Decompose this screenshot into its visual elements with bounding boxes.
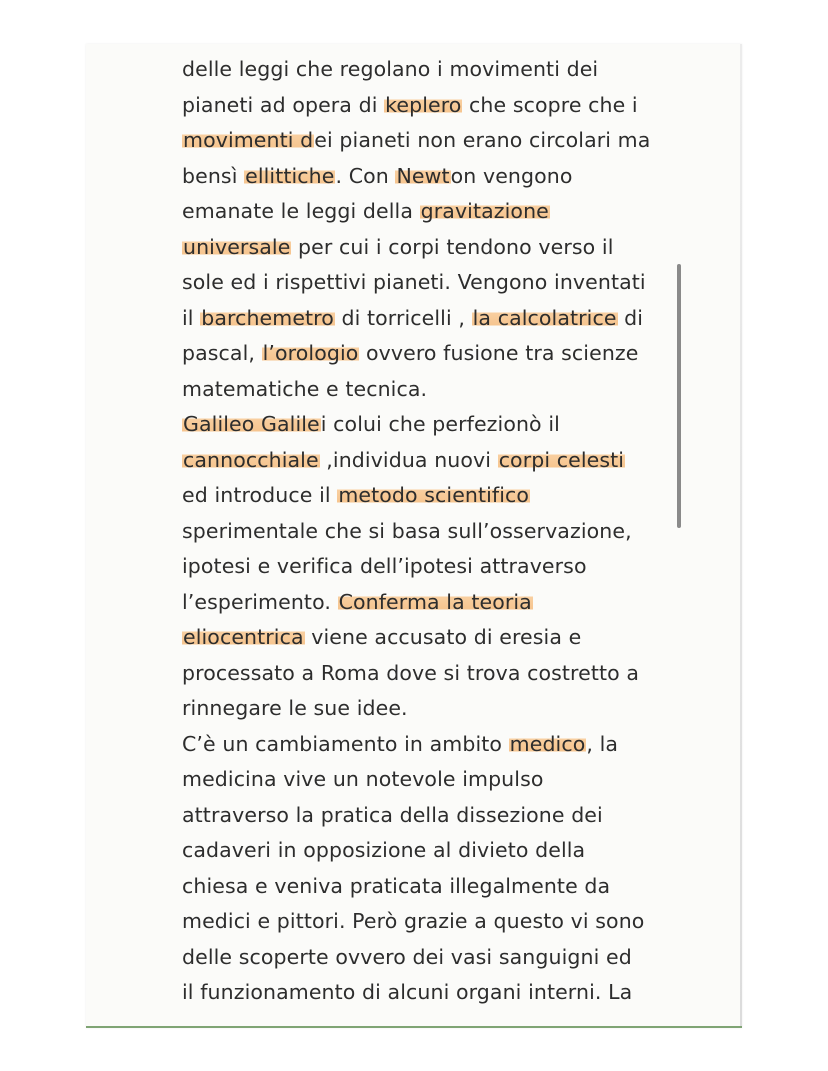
text-segment: ipotesi e verifica dell’ipotesi attraverso: [182, 554, 587, 578]
text-line: [182, 798, 702, 834]
text-line: [182, 975, 702, 1011]
text-line: [182, 514, 702, 550]
highlighted-text: corpi celesti: [498, 447, 625, 472]
highlighted-text: gravitazione: [420, 199, 549, 223]
text-line: [182, 656, 702, 692]
text-segment: ed introduce il: [182, 483, 338, 507]
text-segment: emanate le leggi della: [182, 199, 420, 223]
text-segment: medicina vive un notevole impulso: [182, 767, 544, 791]
text-segment: ovvero fusione tra scienze: [359, 341, 639, 365]
text-line: [182, 88, 702, 124]
text-line: [182, 301, 702, 337]
text-line: [182, 478, 702, 514]
text-line: [182, 620, 702, 656]
text-line: [182, 443, 702, 479]
text-line: [182, 52, 702, 88]
text-segment: rinnegare le sue idee.: [182, 696, 408, 720]
highlighted-text: Newt: [396, 163, 450, 188]
highlighted-text: barchemetro: [201, 305, 334, 330]
highlighted-text: ellittiche: [245, 163, 335, 188]
text-line: [182, 265, 702, 301]
highlighted-text: universale: [183, 234, 291, 259]
document-text: [182, 52, 702, 1011]
highlighted-text: cannocchiale: [183, 447, 319, 472]
page-bottom-edge: [86, 1026, 742, 1028]
text-segment: per cui i corpi tendono verso il: [291, 234, 614, 259]
text-segment: che scopre che i: [462, 92, 638, 117]
text-segment: pianeti ad opera di: [182, 92, 385, 117]
text-segment: pascal,: [182, 341, 262, 365]
text-line: [182, 549, 702, 585]
text-line: [182, 407, 702, 443]
text-line: [182, 230, 702, 266]
text-segment: delle leggi che regolano i movimenti dei: [182, 57, 599, 81]
text-segment: l’esperimento.: [182, 589, 338, 614]
text-segment: viene accusato di eresia e: [304, 625, 582, 649]
text-segment: di: [617, 305, 644, 330]
text-segment: il funzionamento di alcuni organi interni. La: [182, 980, 633, 1004]
text-segment: matematiche e tecnica.: [182, 376, 428, 401]
text-segment: on vengono: [450, 163, 573, 188]
text-line: [182, 585, 702, 621]
text-line: [182, 336, 702, 372]
text-line: [182, 194, 702, 230]
text-segment: il: [182, 305, 201, 330]
text-line: [182, 940, 702, 976]
text-line: [182, 123, 702, 159]
text-segment: processato a Roma dove si trova costretto a: [182, 660, 640, 685]
text-segment: sperimentale che si basa sull’osservazione,: [182, 518, 632, 543]
text-segment: sole ed i rispettivi pianeti. Vengono inventati: [182, 270, 646, 294]
text-segment: , la: [586, 731, 619, 756]
page-right-edge: [740, 44, 742, 1028]
text-segment: . Con: [335, 163, 396, 188]
text-segment: delle scoperte ovvero dei vasi sanguigni ed: [182, 944, 632, 969]
text-segment: medici e pittori. Però grazie a questo vi sono: [182, 909, 645, 933]
text-line: [182, 904, 702, 940]
scanned-page: [86, 44, 742, 1028]
text-segment: attraverso la pratica della dissezione dei: [182, 802, 603, 827]
highlighted-text: keplero: [385, 92, 462, 117]
text-line: [182, 159, 702, 195]
highlighted-text: movimenti d: [183, 128, 314, 152]
text-segment: C’è un cambiamento in ambito: [182, 731, 509, 756]
text-line: [182, 372, 702, 408]
highlighted-text: metodo scientifico: [338, 483, 530, 507]
highlighted-text: l’orologio: [262, 341, 359, 365]
text-segment: chiesa e veniva praticata illegalmente da: [182, 873, 611, 898]
highlighted-text: eliocentrica: [183, 625, 304, 649]
highlighted-text: la calcolatrice: [472, 305, 617, 330]
text-segment: cadaveri in opposizione al divieto della: [182, 838, 586, 862]
text-line: [182, 833, 702, 869]
text-segment: ei pianeti non erano circolari ma: [314, 128, 651, 152]
text-segment: bensì: [182, 163, 245, 188]
text-line: [182, 691, 702, 727]
text-segment: ,individua nuovi: [319, 447, 498, 472]
text-segment: i colui che perfezionò il: [320, 412, 560, 436]
text-line: [182, 762, 702, 798]
highlighted-text: Galileo Galile: [183, 412, 320, 436]
highlighted-text: medico: [509, 731, 586, 756]
text-line: [182, 727, 702, 763]
text-segment: di torricelli ,: [334, 305, 472, 330]
highlighted-text: Conferma la teoria: [338, 589, 532, 614]
text-line: [182, 869, 702, 905]
